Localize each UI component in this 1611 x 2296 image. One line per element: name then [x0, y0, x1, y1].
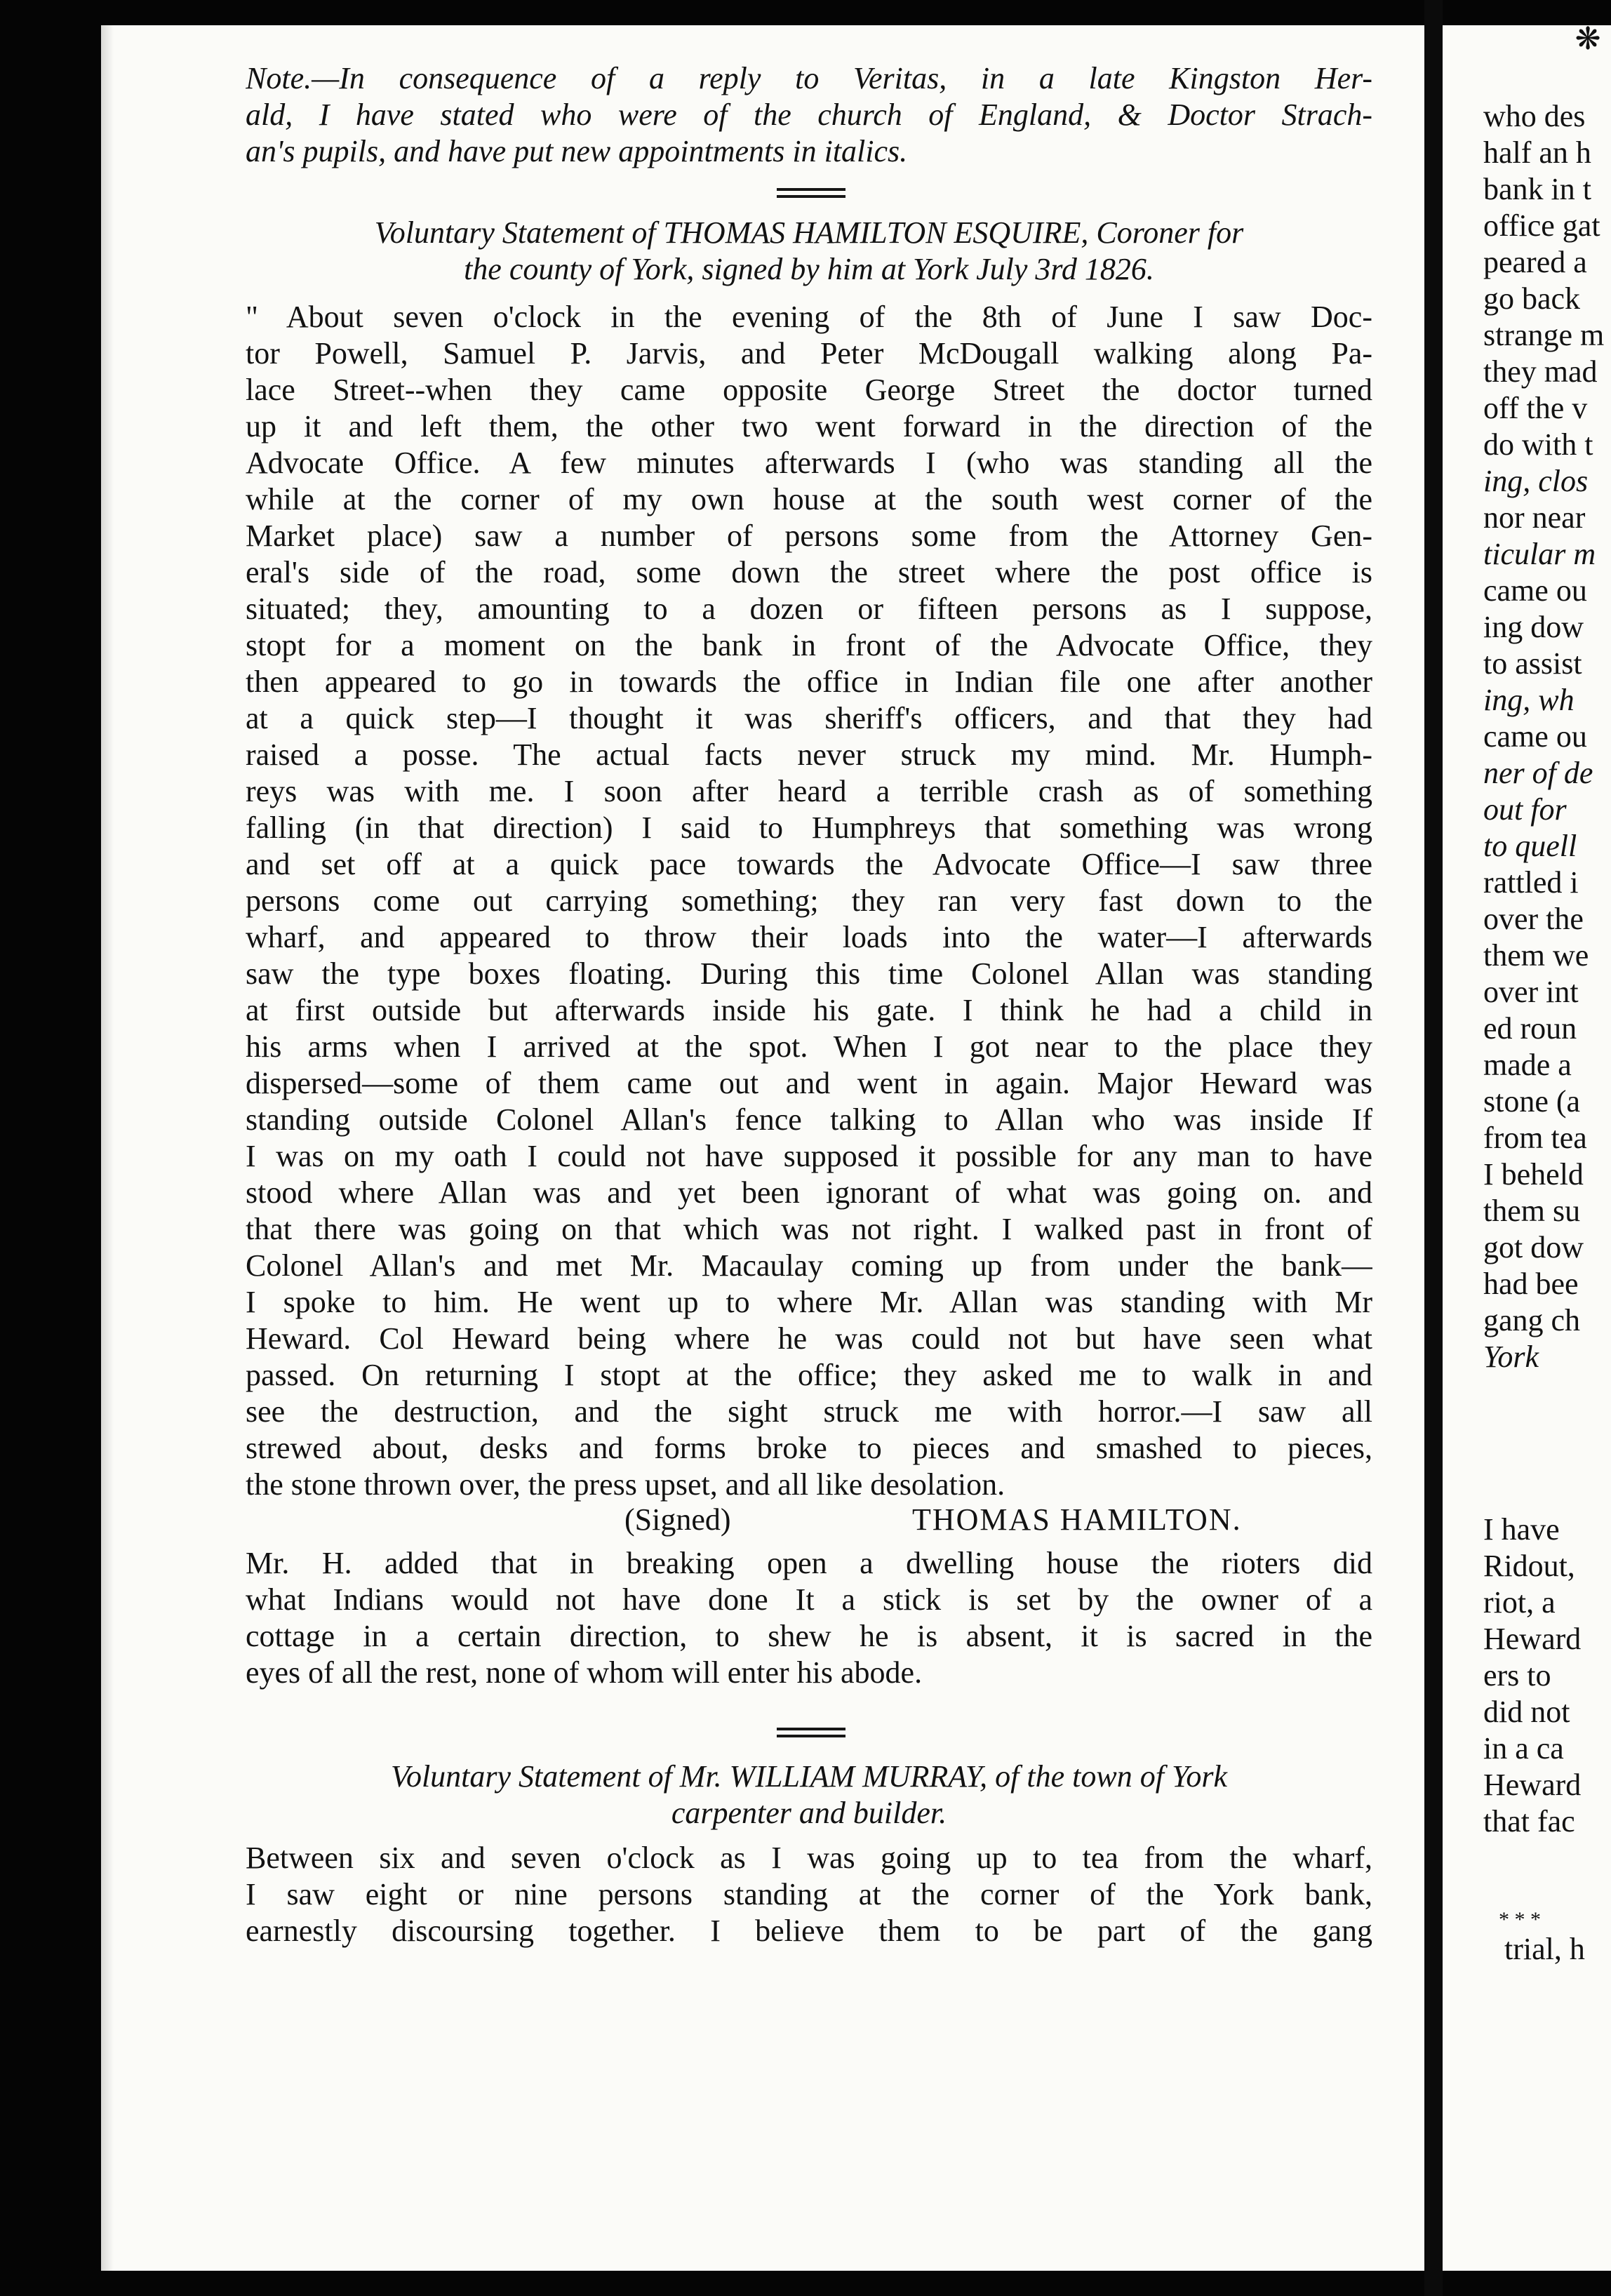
right-column-end: [1483, 1911, 1611, 1968]
statement-hamilton-body: [246, 299, 1372, 1503]
body-line: earnestly discoursing together. I believe them to be part of the gang: [246, 1914, 1372, 1948]
right-column-line: ers to: [1483, 1658, 1551, 1693]
scan-left-border: [0, 0, 101, 2296]
body-line: Heward. Col Heward being where he was could not but have seen what: [246, 1321, 1372, 1356]
right-column-line: them we: [1483, 938, 1589, 973]
right-column-line: had bee: [1483, 1267, 1579, 1301]
statement-hamilton-addendum: [246, 1545, 1372, 1691]
right-column-line: I beheld: [1483, 1157, 1584, 1192]
right-column-line: Heward: [1483, 1768, 1582, 1802]
right-column-line: from tea: [1483, 1121, 1587, 1155]
body-line: I saw eight or nine persons standing at the corner of the York bank,: [246, 1877, 1372, 1911]
addendum-line: cottage in a certain direction, to shew he is absent, it is sacred in the: [246, 1619, 1372, 1653]
body-line: stopt for a moment on the bank in front of the Advocate Office, they: [246, 628, 1372, 662]
addendum-line: what Indians would not have done It a stick is set by the owner of a: [246, 1582, 1372, 1617]
right-column-line: do with t: [1483, 427, 1593, 462]
right-column-line: did not: [1483, 1695, 1570, 1729]
right-column-line: made a: [1483, 1048, 1572, 1082]
right-column-line: ing, wh: [1483, 683, 1575, 717]
body-line: Colonel Allan's and met Mr. Macaulay coming up from under the bank—: [246, 1248, 1372, 1283]
body-line: up it and left them, the other two went forward in the direction of the: [246, 409, 1372, 443]
right-column-line: rattled i: [1483, 865, 1579, 900]
statement-murray-heading: [246, 1758, 1372, 1831]
section-divider: [777, 1728, 845, 1739]
body-line: raised a posse. The actual facts never struck my mind. Mr. Humph-: [246, 737, 1372, 772]
right-column-line: bank in t: [1483, 172, 1591, 206]
right-column-line: that fac: [1483, 1804, 1575, 1838]
body-line: stood where Allan was and yet been ignorant of what was going on. and: [246, 1175, 1372, 1210]
right-column-line: go back: [1483, 281, 1581, 316]
right-column-line: to assist: [1483, 646, 1582, 681]
body-line: and set off at a quick pace towards the Advocate Office—I saw three: [246, 847, 1372, 881]
page-gutter: [1424, 0, 1443, 2296]
scan-top-border: [0, 0, 1611, 25]
body-line: eral's side of the road, some down the street where the post office is: [246, 555, 1372, 589]
asterism: * * *: [1499, 1911, 1541, 1931]
right-column-line: ing dow: [1483, 610, 1584, 644]
right-column-line: got dow: [1483, 1230, 1584, 1264]
right-column-line: ner of de: [1483, 756, 1593, 790]
body-line: at a quick step—I thought it was sheriff's officers, and that they had: [246, 701, 1372, 735]
body-line: Between six and seven o'clock as I was going up to tea from the wharf,: [246, 1841, 1372, 1875]
body-line: strewed about, desks and forms broke to pieces and smashed to pieces,: [246, 1431, 1372, 1465]
right-column-line: to quell: [1483, 829, 1577, 863]
body-line: situated; they, amounting to a dozen or fifteen persons as I suppose,: [246, 592, 1372, 626]
right-column-line: off the v: [1483, 391, 1588, 425]
body-line: saw the type boxes floating. During this time Colonel Allan was standing: [246, 956, 1372, 991]
right-column-line: ed roun: [1483, 1011, 1577, 1046]
note-line: Note.—In consequence of a reply to Veritas, in a late Kingston Her-: [246, 61, 1372, 95]
right-column-line: came ou: [1483, 573, 1587, 608]
right-column-bottom: [1483, 1511, 1611, 1840]
body-line: passed. On returning I stopt at the office; they asked me to walk in and: [246, 1358, 1372, 1392]
statement-murray-body: [246, 1840, 1372, 1949]
addendum-line: Mr. H. added that in breaking open a dwelling house the rioters did: [246, 1546, 1372, 1580]
body-line: lace Street--when they came opposite George Street the doctor turned: [246, 373, 1372, 407]
right-column-line: Heward: [1483, 1622, 1582, 1656]
note-line: an's pupils, and have put new appointments in italics.: [246, 134, 908, 168]
right-column-line: out for: [1483, 792, 1567, 827]
right-column-top: [1483, 98, 1611, 1375]
right-column-line: they mad: [1483, 354, 1598, 389]
section-divider: [777, 188, 845, 199]
right-column-line: gang ch: [1483, 1303, 1581, 1337]
addendum-line: eyes of all the rest, none of whom will enter his abode.: [246, 1655, 923, 1690]
statement-heading-line: Voluntary Statement of THOMAS HAMILTON ESQUIRE, Coroner for: [374, 215, 1244, 250]
right-column-line: in a ca: [1483, 1731, 1564, 1766]
right-column-line: nor near: [1483, 500, 1586, 535]
body-line: the stone thrown over, the press upset, and all like desolation.: [246, 1467, 1005, 1502]
right-final-line: trial, h: [1504, 1932, 1585, 1966]
body-line: at first outside but afterwards inside his gate. I think he had a child in: [246, 993, 1372, 1027]
body-line: standing outside Colonel Allan's fence talking to Allan who was inside If: [246, 1102, 1372, 1137]
body-line: see the destruction, and the sight struck me with horror.—I saw all: [246, 1394, 1372, 1429]
right-column-line: ticular m: [1483, 537, 1596, 571]
right-column-line: over the: [1483, 902, 1584, 936]
right-column-line: came ou: [1483, 719, 1587, 754]
body-line: Market place) saw a number of persons some from the Attorney Gen-: [246, 519, 1372, 553]
body-line: Advocate Office. A few minutes afterwards I (who was standing all the: [246, 446, 1372, 480]
body-line: then appeared to go in towards the office in Indian file one after another: [246, 665, 1372, 699]
statement-heading-line: carpenter and builder.: [671, 1796, 947, 1830]
right-column-line: York: [1483, 1340, 1539, 1374]
body-line: that there was going on that which was not right. I walked past in front of: [246, 1212, 1372, 1246]
signed-name: THOMAS HAMILTON.: [912, 1502, 1242, 1537]
note-line: ald, I have stated who were of the church of England, & Doctor Strach-: [246, 98, 1372, 132]
body-line: I was on my oath I could not have supposed it possible for any man to have: [246, 1139, 1372, 1173]
scan-bottom-border: [0, 2271, 1611, 2296]
body-line: " About seven o'clock in the evening of the 8th of June I saw Doc-: [246, 300, 1372, 334]
right-column-line: office gat: [1483, 208, 1600, 243]
right-column-line: peared a: [1483, 245, 1587, 279]
right-column-line: ing, clos: [1483, 464, 1589, 498]
body-line: while at the corner of my own house at the south west corner of the: [246, 482, 1372, 516]
statement-heading-line: the county of York, signed by him at York July 3rd 1826.: [464, 252, 1154, 286]
right-column-line: strange m: [1483, 318, 1605, 352]
body-line: tor Powell, Samuel P. Jarvis, and Peter McDougall walking along Pa-: [246, 336, 1372, 371]
body-line: his arms when I arrived at the spot. When I got near to the place they: [246, 1029, 1372, 1064]
statement-hamilton-heading: [246, 215, 1372, 288]
signed-label: (Signed): [624, 1502, 731, 1537]
body-line: persons come out carrying something; they ran very fast down to the: [246, 883, 1372, 918]
page-shadow: [101, 25, 114, 2271]
body-line: wharf, and appeared to throw their loads into the water—I afterwards: [246, 920, 1372, 954]
right-column-line: I have: [1483, 1512, 1560, 1547]
right-column-line: over int: [1483, 975, 1579, 1009]
note-block: [246, 60, 1372, 170]
right-column-line: half an h: [1483, 135, 1591, 170]
body-line: falling (in that direction) I said to Humphreys that something was wrong: [246, 810, 1372, 845]
statement-heading-line: Voluntary Statement of Mr. WILLIAM MURRAY, of the town of York: [390, 1759, 1228, 1794]
right-column-line: Ridout,: [1483, 1549, 1575, 1583]
body-line: reys was with me. I soon after heard a terrible crash as of something: [246, 774, 1372, 808]
right-column-line: riot, a: [1483, 1585, 1556, 1620]
right-column-line: them su: [1483, 1194, 1581, 1228]
body-line: I spoke to him. He went up to where Mr. Allan was standing with Mr: [246, 1285, 1372, 1319]
right-column-line: stone (a: [1483, 1084, 1581, 1119]
right-column-line: who des: [1483, 99, 1586, 133]
corner-ornament-icon: ❋: [1575, 25, 1601, 56]
body-line: dispersed—some of them came out and went in again. Major Heward was: [246, 1066, 1372, 1100]
